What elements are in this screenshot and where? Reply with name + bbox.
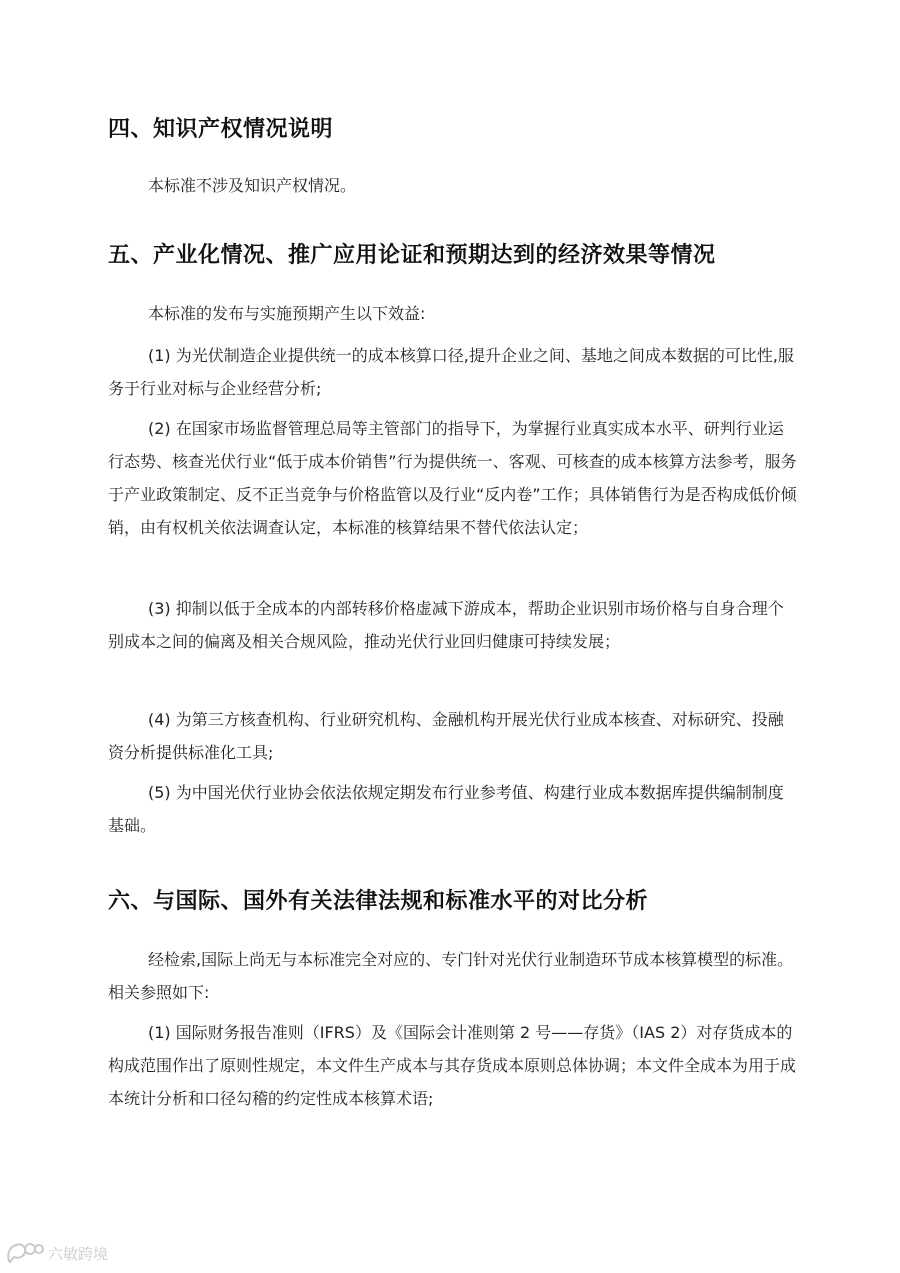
paragraph-benefit-1: (1) 为光伏制造企业提供统一的成本核算口径,提升企业之间、基地之间成本数据的可比性,服务于行业对标与企业经营分析; — [108, 346, 794, 398]
watermark-text: 六敏跨境 — [48, 1244, 109, 1263]
paragraph-intro: 本标准的发布与实施预期产生以下效益: — [148, 304, 426, 323]
watermark — [6, 1241, 108, 1265]
section-heading-industrialization: 五、产业化情况、推广应用论证和预期达到的经济效果等情况 — [108, 243, 716, 268]
paragraph-benefit-5: (5) 为中国光伏行业协会依法依规定期发布行业参考值、构建行业成本数据库提供编制制度基础。 — [108, 783, 784, 835]
chat-bubble-logo-icon — [6, 1241, 44, 1265]
paragraph-benefit-2: (2) 在国家市场监督管理总局等主管部门的指导下，为掌握行业真实成本水平、研判行业运行态势、核查光伏行业“低于成本价销售”行为提供统一、客观、可核查的成本核算方法参考，服务于产业政策制定、反不正当竞争与价格监管以及行业“反内卷”工作；具体销售行为是否构成低价倾销，由有权机关依法调查认定，本标准的核算结果不替代依法认定； — [108, 419, 797, 537]
section-heading-international: 六、与国际、国外有关法律法规和标准水平的对比分析 — [108, 889, 649, 914]
paragraph-benefit-3: (3) 抑制以低于全成本的内部转移价格虚减下游成本，帮助企业识别市场价格与自身合理个别成本之间的偏离及相关合规风险，推动光伏行业回归健康可持续发展； — [108, 599, 784, 651]
paragraph-benefit-4: (4) 为第三方核查机构、行业研究机构、金融机构开展光伏行业成本核查、对标研究、投融资分析提供标准化工具; — [108, 710, 784, 762]
section-heading-ip: 四、知识产权情况说明 — [108, 117, 334, 142]
paragraph-reference-1: (1) 国际财务报告准则（IFRS）及《国际会计准则第 2 号——存货》（IAS 2）对存货成本的构成范围作出了原则性规定，本文件生产成本与其存货成本原则总体协调；本文件全成本为用于成本统计分析和口径勾稽的约定性成本核算术语; — [108, 1023, 797, 1108]
paragraph-search-result: 经检索,国际上尚无与本标准完全对应的、专门针对光伏行业制造环节成本核算模型的标准。相关参照如下: — [108, 950, 794, 1002]
paragraph-ip: 本标准不涉及知识产权情况。 — [148, 176, 357, 195]
